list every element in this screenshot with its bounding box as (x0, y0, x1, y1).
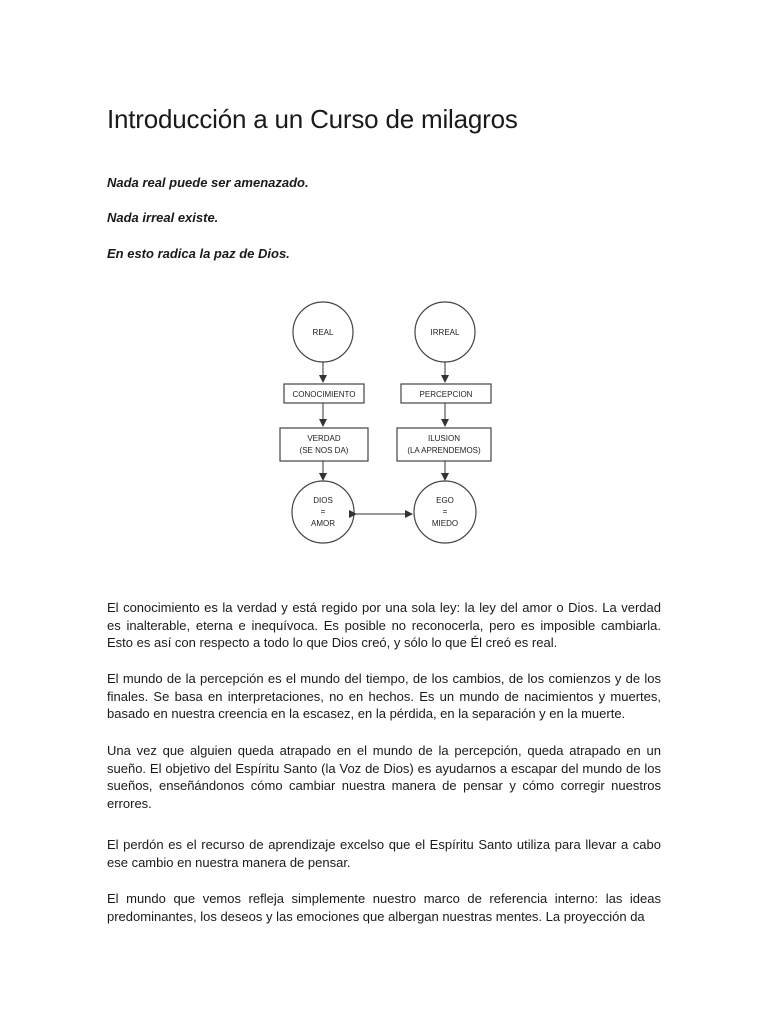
real-label: REAL (312, 328, 334, 337)
truth-label-line-1: VERDAD (307, 434, 341, 443)
paragraph-4: El perdón es el recurso de aprendizaje excelso que el Espíritu Santo utiliza para llevar a cabo ese cambio en nuestra manera de pensar. (107, 837, 661, 870)
left-column (280, 302, 368, 543)
truth-label-line-2: (SE NOS DA) (299, 446, 349, 455)
motto-line-1: Nada real puede ser amenazado. (107, 175, 309, 190)
perception-label: PERCEPCION (419, 390, 473, 399)
illusion-label-line-2: (LA APRENDEMOS) (407, 446, 481, 455)
paragraph-5: El mundo que vemos refleja simplemente nuestro marco de referencia interno: las ideas predominantes, los deseos y las emociones que albergan nuestras mentes. La proyección da (107, 891, 661, 924)
paragraph-3: Una vez que alguien queda atrapado en el mundo de la percepción, queda atrapado en un sueño. El objetivo del Espíritu Santo (la Voz de Dios) es ayudarnos a escapar del mundo de los sueños, enseñándonos cómo cambiar nuestra manera de pensar y cómo corregir nuestros errores. (107, 743, 661, 811)
page-title: Introducción a un Curso de milagros (107, 104, 518, 134)
god-label-line-1: DIOS (313, 496, 333, 505)
flow-diagram (276, 298, 506, 568)
motto-line-3: En esto radica la paz de Dios. (107, 246, 290, 261)
paragraph-2: El mundo de la percepción es el mundo del tiempo, de los cambios, de los comienzos y de los finales. Se basa en interpretaciones, no en hechos. Es un mundo de nacimientos y muertes, basado en nuestra creencia en la escasez, en la pérdida, en la separación y en la muerte. (107, 671, 661, 722)
motto-line-2: Nada irreal existe. (107, 210, 219, 225)
ego-label-line-1: EGO (436, 496, 454, 505)
truth-box (280, 428, 368, 461)
god-label-line-2: = (320, 507, 326, 516)
right-column (397, 302, 491, 543)
paragraph-1: El conocimiento es la verdad y está regido por una sola ley: la ley del amor o Dios. La verdad es inalterable, eterna e inequívoca. Es posible no reconocerla, pero es imposible cambiarla. Esto es así con respecto a todo lo que Dios creó, y sólo lo que Él creó es real. (107, 600, 661, 651)
god-label-line-3: AMOR (311, 519, 335, 528)
unreal-label: IRREAL (430, 328, 460, 337)
ego-label-line-3: MIEDO (431, 519, 459, 528)
illusion-label-line-1: ILUSION (427, 434, 461, 443)
knowledge-label: CONOCIMIENTO (292, 390, 356, 399)
ego-label-line-2: = (442, 507, 448, 516)
illusion-box (397, 428, 491, 461)
